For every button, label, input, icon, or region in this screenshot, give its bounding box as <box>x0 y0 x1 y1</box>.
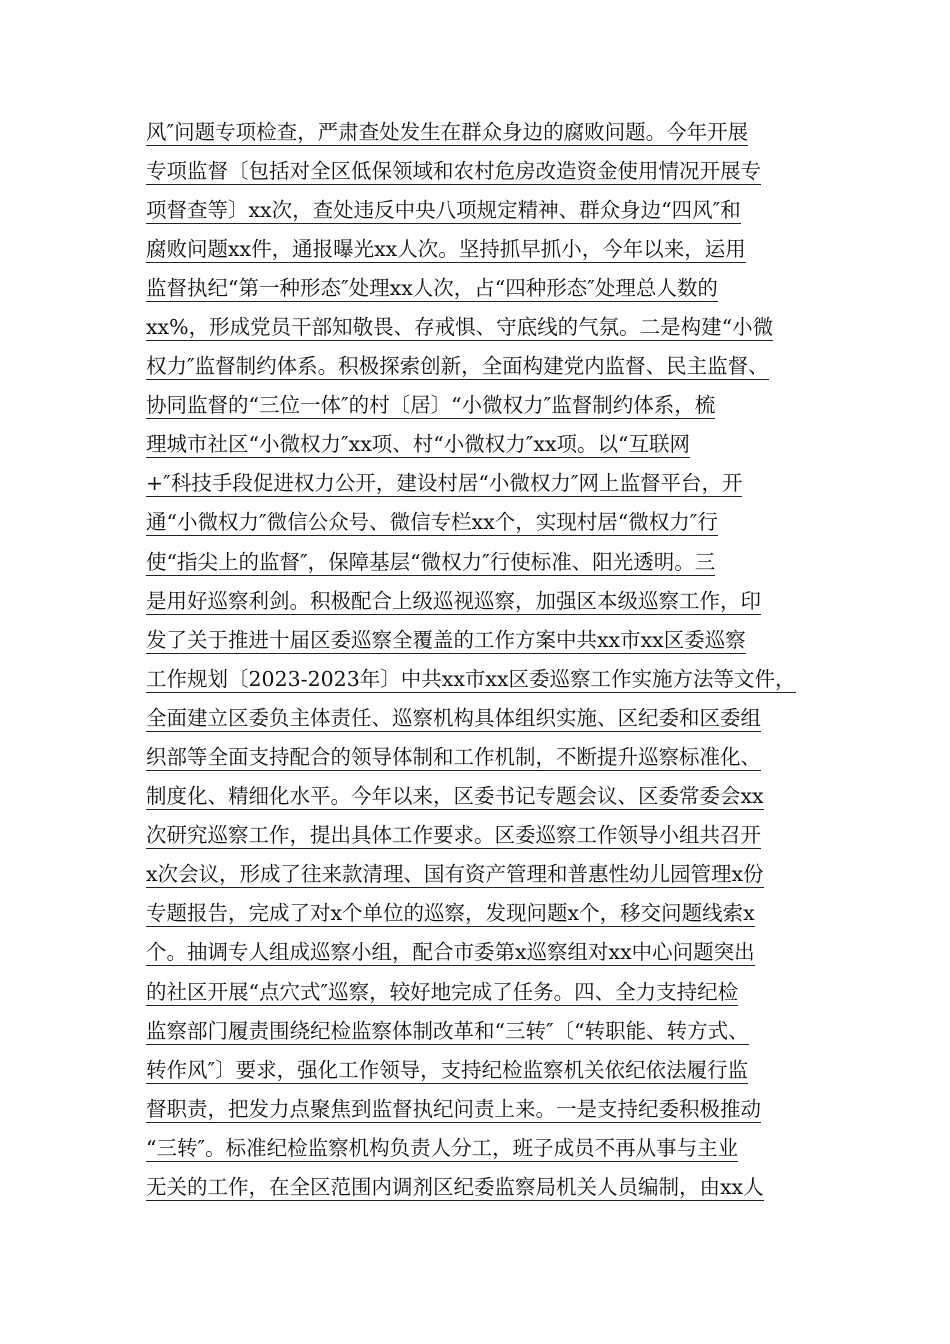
text-line-4-content: 腐败问题xx件，通报曝光xx人次。坚持抓早抓小，今年以来，运用 <box>146 236 746 261</box>
text-line-4 <box>146 229 826 268</box>
text-line-13 <box>146 581 826 620</box>
text-line-21-content: 专题报告，完成了对x个单位的巡察，发现问题x个，移交问题线索x <box>146 901 755 926</box>
text-line-3-content: 项督查等〕xx次，查处违反中央八项规定精神、群众身边“四风″和 <box>146 197 741 222</box>
text-line-25 <box>146 1050 826 1089</box>
text-line-6 <box>146 307 826 346</box>
text-line-18 <box>146 777 826 816</box>
text-line-13-content: 是用好巡察利剑。积极配合上级巡视巡察，加强区本级巡察工作，印 <box>146 588 761 613</box>
text-line-21 <box>146 894 826 933</box>
text-line-12-content: 使“指尖上的监督″，保障基层“微权力″行使标准、阳光透明。三 <box>146 549 716 574</box>
text-line-14-content: 发了关于推进十届区委巡察全覆盖的工作方案中共xx市xx区委巡察 <box>146 627 746 652</box>
text-line-11 <box>146 503 826 542</box>
text-line-19 <box>146 816 826 855</box>
text-line-5 <box>146 268 826 307</box>
text-line-3 <box>146 190 826 229</box>
text-line-23-content: 的社区开展“点穴式″巡察，较好地完成了任务。四、全力支持纪检 <box>146 979 739 1004</box>
text-line-7 <box>146 347 826 386</box>
text-line-5-content: 监督执纪“第一种形态″处理xx人次，占“四种形态″处理总人数的 <box>146 275 718 300</box>
text-line-2-content: 专项监督〔包括对全区低保领域和农村危房改造资金使用情况开展专 <box>146 158 761 183</box>
text-line-22-content: 个。抽调专人组成巡察小组，配合市委第x巡察组对xx中心问题突出 <box>146 940 755 965</box>
document-body <box>146 112 826 1207</box>
text-line-15-content: 工作规划〔2023-2023年〕中共xx市xx区委巡察工作实施方法等文件， <box>146 666 796 691</box>
text-line-2 <box>146 151 826 190</box>
text-line-14 <box>146 620 826 659</box>
text-line-17-content: 织部等全面支持配合的领导体制和工作机制，不断提升巡察标准化、 <box>146 745 761 769</box>
text-line-11-content: 通“小微权力″微信公众号、微信专栏xx个，实现村居“微权力″行 <box>146 510 718 535</box>
text-line-24 <box>146 1011 826 1050</box>
text-line-20-content: x次会议，形成了往来款清理、国有资产管理和普惠性幼儿园管理x份 <box>146 862 764 887</box>
text-line-20 <box>146 855 826 894</box>
text-line-7-content: 权力″监督制约体系。积极探索创新，全面构建党内监督、民主监督、 <box>146 354 769 379</box>
text-line-17 <box>146 738 826 777</box>
text-line-19-content: 次研究巡察工作，提出具体工作要求。区委巡察工作领导小组共召开 <box>146 823 761 848</box>
text-line-28 <box>146 1168 826 1207</box>
text-line-1 <box>146 112 826 151</box>
text-line-22 <box>146 933 826 972</box>
text-line-10 <box>146 464 826 503</box>
text-line-8-content: 协同监督的“三位一体″的村〔居〕“小微权力″监督制约体系，梳 <box>146 393 716 418</box>
text-line-24-content: 监察部门履责围绕纪检监察体制改革和“三转″〔“转职能、转方式、 <box>146 1018 749 1043</box>
text-line-25-content: 转作风″〕要求，强化工作领导，支持纪检监察机关依纪依法履行监 <box>146 1057 749 1082</box>
text-line-27 <box>146 1128 826 1167</box>
text-line-28-content: 无关的工作，在全区范围内调剂区纪委监察局机关人员编制，由xx人 <box>146 1175 764 1200</box>
text-line-8 <box>146 386 826 425</box>
text-line-26 <box>146 1089 826 1128</box>
text-line-26-content: 督职责，把发力点聚焦到监督执纪问责上来。一是支持纪委积极推动 <box>146 1096 761 1121</box>
text-line-12 <box>146 542 826 581</box>
text-line-9-content: 理城市社区“小微权力″xx项、村“小微权力″xx项。以“互联网 <box>146 432 690 457</box>
text-line-6-content: xx%，形成党员干部知敬畏、存戒惧、守底线的气氛。二是构建“小微 <box>146 314 774 339</box>
text-line-27-content: “三转″。标准纪检监察机构负责人分工，班子成员不再从事与主业 <box>146 1135 739 1160</box>
text-line-18-content: 制度化、精细化水平。今年以来，区委书记专题会议、区委常委会xx <box>146 784 764 809</box>
text-line-1-content: 风″问题专项检查，严肃查处发生在群众身边的腐败问题。今年开展 <box>146 119 749 144</box>
text-line-10-content: +″科技手段促进权力公开，建设村居“小微权力″网上监督平台，开 <box>146 471 743 496</box>
text-line-16-content: 全面建立区委负主体责任、巡察机构具体组织实施、区纪委和区委组 <box>146 705 761 730</box>
text-line-15 <box>146 659 826 698</box>
text-line-16 <box>146 698 826 737</box>
text-line-9 <box>146 425 826 464</box>
text-line-23 <box>146 972 826 1011</box>
